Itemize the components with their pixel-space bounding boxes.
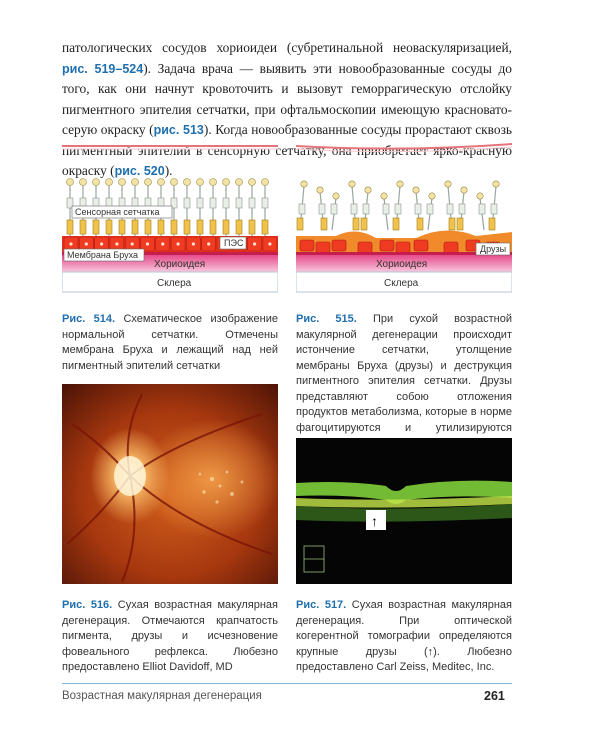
figure-514-caption-text: Схематическое изображение нормальной сетчатки. Отмечены мембрана Бруха и лежащий над ней пигментный эпителий сетчатки: [62, 313, 278, 372]
figure-516-fundus-photo: [62, 384, 278, 584]
figure-517-caption-text: Сухая возрастная макулярная дегенерация. При оптической когерентной томографии определяются крупные друзы (↑). Любезно предоставлено Carl Zeiss, Meditec, Inc.: [296, 599, 512, 673]
intro-text-4: ).: [164, 163, 173, 178]
running-footer-title: Возрастная макулярная дегенерация: [62, 690, 262, 702]
figure-514-diagram: [62, 140, 278, 300]
arrow-up-icon: ↑: [371, 513, 378, 529]
page-number: 261: [484, 689, 505, 703]
optic-disc: [114, 456, 146, 496]
figure-517-oct-scan: [296, 438, 512, 584]
degenerated-photoreceptors: [297, 181, 499, 230]
label-rpe: ПЭС: [224, 238, 244, 248]
label-sclera: Склера: [157, 278, 192, 289]
intro-text-3: ). Когда новообразованные сосуды прорастают сквозь пигментный эпителий в сенсорную сетчатку, она приобретает ярко-красную окраску (: [62, 122, 513, 178]
label-choroid: Хориоидея: [154, 259, 206, 270]
figure-515-caption-text: При сухой возрастной макулярной дегенерации происходит истончение сетчатки, утолщение мембраны Бруха (друзы) и деструкция пигментного эпителия сетчатки. Друзы представляют собою отложения продуктов метаболизма, которые в норме фагоцитируются и утилизируются: [296, 313, 512, 434]
figure-516-caption: [62, 598, 278, 676]
drusen-spots: [199, 471, 244, 504]
figure-ref-520[interactable]: рис. 520: [114, 164, 165, 178]
retinal-vessels: [67, 394, 272, 582]
label-bruch-membrane: Мембрана Бруха: [67, 250, 139, 260]
intro-text-2: ). Задача врача — выявить эти новообразованные сосуды до того, как они начнут кровоточить и вызовут геморрагическую отслойку пигментного эпителия сетчатки, при офтальмоскопии имеющую красновато-серую окраску (: [62, 60, 512, 137]
figure-516-caption-text: Сухая возрастная макулярная дегенерация. Отмечаются крапчатость пигмента, друзы и исчезновение фовеального рефлекса. Любезно предоставлено Elliot Davidoff, MD: [62, 599, 278, 673]
label-sensory-retina: Сенсорная сетчатка: [75, 207, 160, 217]
label-choroid-515: Хориоидея: [376, 259, 428, 270]
intro-text-1: патологических сосудов хориоидеи (субретинальной неоваскуляризацией,: [62, 40, 512, 55]
label-sclera-515: Склера: [384, 278, 419, 289]
figure-ref-519-524[interactable]: рис. 519–524: [62, 61, 144, 76]
figure-ref-513[interactable]: рис. 513: [153, 123, 204, 137]
figure-517-label: Рис. 517.: [296, 599, 347, 611]
footer-divider: [62, 683, 512, 684]
figure-514-caption: [62, 312, 278, 374]
figure-515-caption: [296, 312, 512, 452]
figure-516-label: Рис. 516.: [62, 599, 113, 611]
figure-515-diagram: [296, 140, 512, 300]
figure-517-caption: [296, 598, 512, 676]
label-drusen: Друзы: [480, 244, 507, 254]
figure-515-label: Рис. 515.: [296, 313, 357, 325]
figure-514-label: Рис. 514.: [62, 313, 116, 325]
